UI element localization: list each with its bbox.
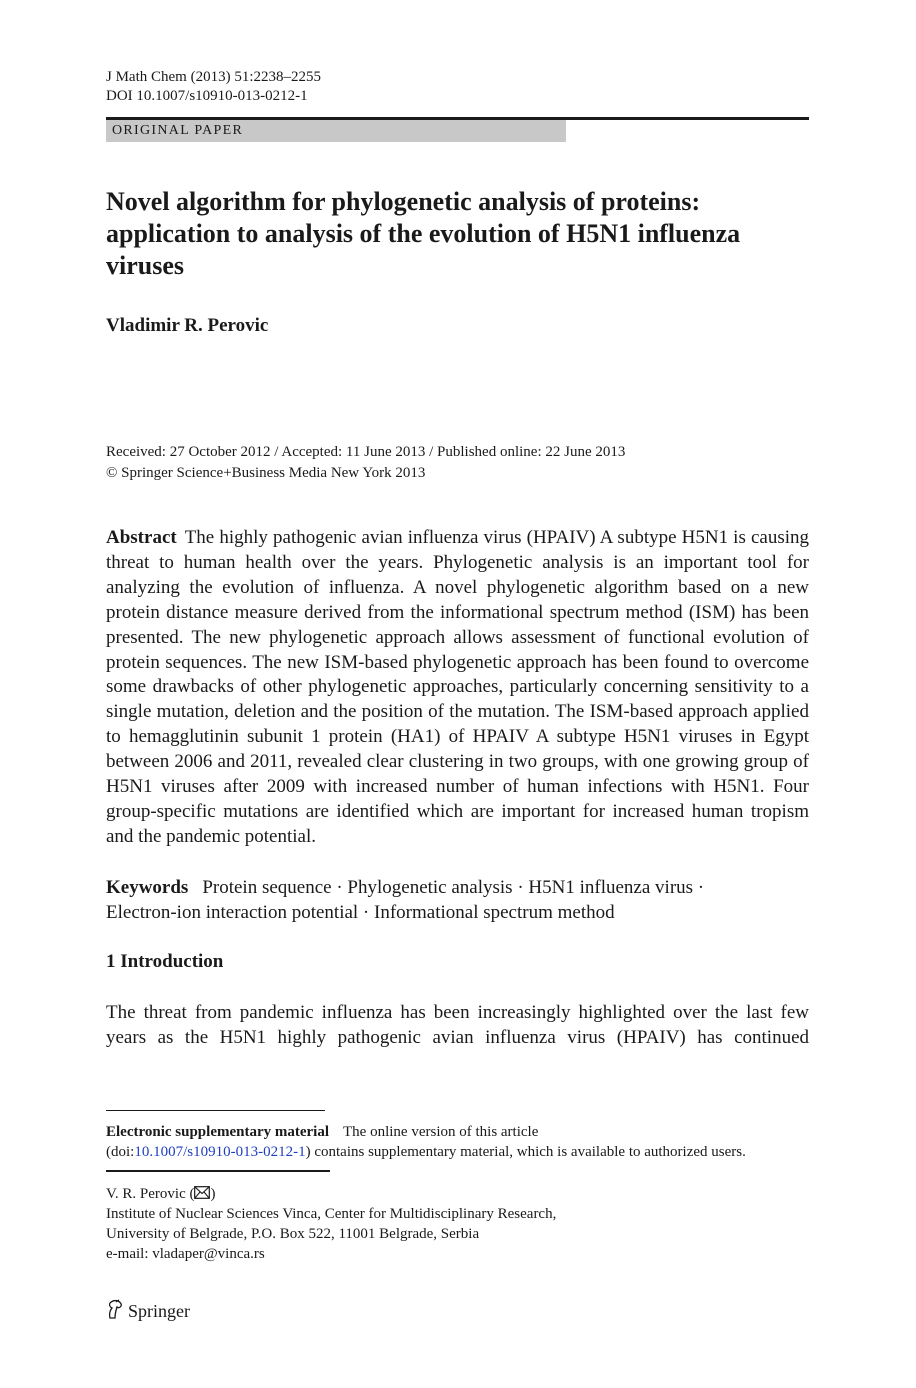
springer-horse-icon (106, 1299, 128, 1324)
keywords-line-1: Protein sequence · Phylogenetic analysis · H5N1 influenza virus · (202, 877, 705, 898)
affiliation-line-2: University of Belgrade, P.O. Box 522, 11001 Belgrade, Serbia (106, 1226, 480, 1242)
supplementary-footnote (106, 1122, 809, 1162)
section-tag: ORIGINAL PAPER (106, 120, 566, 142)
envelope-icon (194, 1186, 210, 1202)
journal-citation (106, 68, 321, 106)
footnote-text-1: The online version of this article (343, 1124, 539, 1140)
intro-line-2: years as the H5N1 highly pathogenic avian influenza virus (HPAIV) has continued (106, 1027, 809, 1048)
journal-line: J Math Chem (2013) 51:2238–2255 (106, 69, 321, 85)
intro-line-1: The threat from pandemic influenza has been increasingly highlighted over the last few (106, 1002, 809, 1023)
article-title: Novel algorithm for phylogenetic analysis of proteins: application to analysis of the evolution of H5N1 influenza viruses (106, 187, 741, 280)
doi-prefix: (doi: (106, 1144, 135, 1160)
author-name: Vladimir R. Perovic (106, 315, 269, 336)
section-heading-introduction: 1 Introduction (106, 951, 224, 972)
paper-page (106, 0, 809, 1388)
dates-line: Received: 27 October 2012 / Accepted: 11 June 2013 / Published online: 22 June 2013 (106, 444, 626, 460)
copyright-line: © Springer Science+Business Media New York 2013 (106, 465, 426, 481)
affiliation-name: V. R. Perovic ( (106, 1186, 195, 1202)
keywords-line-2: Electron-ion interaction potential · Informational spectrum method (106, 902, 615, 923)
abstract-label: Abstract (106, 527, 177, 548)
keywords-label: Keywords (106, 877, 189, 898)
footnote-label: Electronic supplementary material (106, 1124, 330, 1140)
author-affiliation (106, 1184, 556, 1264)
introduction-text (106, 1000, 809, 1050)
affiliation-email: e-mail: vladaper@vinca.rs (106, 1246, 265, 1262)
affiliation-name-close: ) (210, 1186, 216, 1202)
publisher-name: Springer (128, 1301, 190, 1321)
affiliation-rule (106, 1170, 330, 1172)
footnote-text-2: ) contains supplementary material, which is available to authorized users. (305, 1144, 746, 1160)
abstract (106, 526, 809, 850)
doi-link[interactable]: 10.1007/s10910-013-0212-1 (134, 1144, 306, 1160)
affiliation-line-1: Institute of Nuclear Sciences Vinca, Center for Multidisciplinary Research, (106, 1206, 557, 1222)
keywords (106, 875, 809, 925)
doi-line: DOI 10.1007/s10910-013-0212-1 (106, 88, 308, 104)
publication-dates (106, 442, 625, 484)
publisher-logo (106, 1299, 190, 1324)
abstract-text: The highly pathogenic avian influenza virus (HPAIV) A subtype H5N1 is causing threat to human health over the years. Phylogenetic analysis is an important tool for analyzing the evolution of influenza. A novel phylogenetic algorithm based on a new protein distance measure derived from the informational spectrum method (ISM) has been presented. The new phylogenetic approach allows assessment of functional evolution of protein sequences. The new ISM-based phylogenetic approach has been found to overcome some drawbacks of other phylogenetic approaches, particularly concerning sensitivity to a single mutation, deletion and the position of the mutation. The ISM-based approach applied to hemagglutinin subunit 1 protein (HA1) of HPAIV A subtype H5N1 viruses in Egypt between 2006 and 2011, revealed clear clustering in two groups, with one growing group of H5N1 viruses after 2009 with increased number of human infections with H5N1. Four group-specific mutations are identified which are important for increased human tropism and the pandemic potential. (106, 527, 809, 847)
footnote-rule (106, 1110, 325, 1111)
